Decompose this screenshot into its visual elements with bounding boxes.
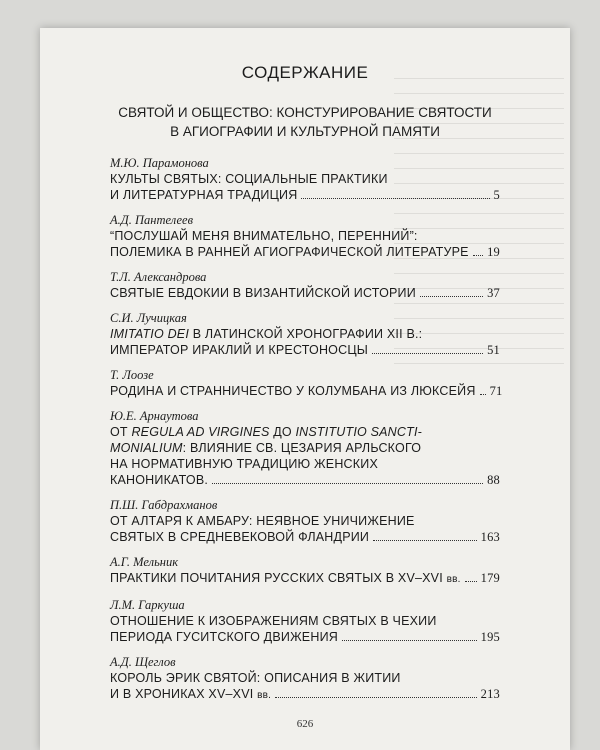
entry-author: Т. Лоозе bbox=[110, 368, 154, 382]
title-segment: ПРАКТИКИ ПОЧИТАНИЯ РУССКИХ СВЯТЫХ В XV–XVI bbox=[110, 571, 447, 585]
entry-page-number: 163 bbox=[480, 530, 500, 544]
entry-author: С.И. Лучицкая bbox=[110, 311, 187, 325]
entry-title-line bbox=[110, 529, 500, 545]
book-page bbox=[40, 28, 570, 750]
entry-page-number: 37 bbox=[487, 286, 500, 300]
entry-title-line bbox=[110, 424, 500, 440]
entry-title-line bbox=[110, 383, 503, 399]
entry-title-line bbox=[110, 629, 500, 645]
entry-author: П.Ш. Габдрахманов bbox=[110, 498, 218, 512]
entry-title-text: РОДИНА И СТРАННИЧЕСТВО У КОЛУМБАНА ИЗ ЛЮКСЕЙЯ bbox=[110, 384, 476, 398]
section-title bbox=[110, 103, 500, 141]
toc-entry bbox=[110, 155, 500, 203]
toc-entries bbox=[110, 155, 503, 704]
toc-content bbox=[110, 63, 503, 713]
entry-author: А.Д. Пантелеев bbox=[110, 213, 193, 227]
toc-entry bbox=[110, 310, 500, 358]
entry-title-line: КОРОЛЬ ЭРИК СВЯТОЙ: ОПИСАНИЯ В ЖИТИИ bbox=[110, 671, 401, 685]
entry-title-line bbox=[110, 187, 500, 203]
entry-page-number: 213 bbox=[480, 687, 500, 701]
title-segment: И В ХРОНИКАХ XV–XVI bbox=[110, 687, 258, 701]
title-segment: ДО bbox=[269, 425, 296, 439]
toc-entry bbox=[110, 269, 500, 301]
title-segment: MONIALIUM bbox=[110, 441, 183, 455]
entry-title-text: ПЕРИОДА ГУСИТСКОГО ДВИЖЕНИЯ bbox=[110, 630, 338, 644]
entry-title-line: ОТНОШЕНИЕ К ИЗОБРАЖЕНИЯМ СВЯТЫХ В ЧЕХИИ bbox=[110, 614, 437, 628]
entry-page-number: 51 bbox=[487, 343, 500, 357]
toc-entry bbox=[110, 367, 503, 399]
entry-title-line bbox=[110, 326, 500, 342]
entry-page-number: 71 bbox=[489, 384, 503, 398]
entry-author: А.Д. Щеглов bbox=[110, 655, 176, 669]
title-segment: INSTITUTIO SANCTI- bbox=[295, 425, 423, 439]
entry-title-line bbox=[110, 570, 500, 588]
entry-author: А.Г. Мельник bbox=[110, 555, 179, 569]
toc-entry bbox=[110, 408, 500, 488]
leader-dots bbox=[301, 198, 489, 199]
entry-title-text: И ЛИТЕРАТУРНАЯ ТРАДИЦИЯ bbox=[110, 188, 298, 202]
entry-title-text bbox=[110, 570, 461, 588]
leader-dots bbox=[372, 353, 483, 354]
section-title-line: СВЯТОЙ И ОБЩЕСТВО: КОНСТУРИРОВАНИЕ СВЯТОСТИ bbox=[118, 105, 492, 120]
leader-dots bbox=[420, 296, 483, 297]
entry-title-text: ИМПЕРАТОР ИРАКЛИЙ И КРЕСТОНОСЦЫ bbox=[110, 343, 369, 357]
entry-title-line bbox=[110, 472, 500, 488]
entry-author: Т.Л. Александрова bbox=[110, 270, 207, 284]
toc-entry bbox=[110, 212, 500, 260]
leader-dots bbox=[212, 483, 483, 484]
title-segment: вв. bbox=[257, 690, 272, 701]
entry-title-line bbox=[110, 285, 500, 301]
title-segment: REGULA AD VIRGINES bbox=[131, 425, 270, 439]
entry-title-line: “ПОСЛУШАЙ МЕНЯ ВНИМАТЕЛЬНО, ПЕРЕННИЙ”: bbox=[110, 229, 418, 243]
entry-page-number: 195 bbox=[480, 630, 500, 644]
entry-title-text: ПОЛЕМИКА В РАННЕЙ АГИОГРАФИЧЕСКОЙ ЛИТЕРАТУРЕ bbox=[110, 245, 469, 259]
toc-entry bbox=[110, 597, 500, 645]
entry-title-text: СВЯТЫХ В СРЕДНЕВЕКОВОЙ ФЛАНДРИИ bbox=[110, 530, 370, 544]
title-segment: : ВЛИЯНИЕ СВ. ЦЕЗАРИЯ АРЛЬСКОГО bbox=[182, 441, 422, 455]
title-segment: вв. bbox=[446, 574, 461, 585]
leader-dots bbox=[473, 255, 483, 256]
entry-page-number: 88 bbox=[487, 473, 500, 487]
page-number: 626 bbox=[296, 718, 314, 730]
entry-title-line: КУЛЬТЫ СВЯТЫХ: СОЦИАЛЬНЫЕ ПРАКТИКИ bbox=[110, 172, 388, 186]
entry-title-line bbox=[110, 686, 500, 704]
title-segment: В ЛАТИНСКОЙ ХРОНОГРАФИИ XII В.: bbox=[189, 327, 423, 341]
entry-page-number: 19 bbox=[487, 245, 500, 259]
entry-author: Л.М. Гаркуша bbox=[110, 598, 185, 612]
title-segment: ОТ bbox=[110, 425, 132, 439]
entry-author: Ю.Е. Арнаутова bbox=[110, 409, 199, 423]
entry-title-text: КАНОНИКАТОВ. bbox=[110, 473, 209, 487]
toc-entry bbox=[110, 554, 500, 588]
section-title-line: В АГИОГРАФИИ И КУЛЬТУРНОЙ ПАМЯТИ bbox=[170, 124, 440, 139]
entry-title-line bbox=[110, 342, 500, 358]
toc-entry bbox=[110, 654, 500, 704]
leader-dots bbox=[480, 394, 486, 395]
entry-page-number: 5 bbox=[493, 188, 500, 202]
leader-dots bbox=[275, 697, 477, 698]
entry-title-line: НА НОРМАТИВНУЮ ТРАДИЦИЮ ЖЕНСКИХ bbox=[110, 457, 378, 471]
entry-title-text: СВЯТЫЕ ЕВДОКИИ В ВИЗАНТИЙСКОЙ ИСТОРИИ bbox=[110, 286, 416, 300]
page-title: СОДЕРЖАНИЕ bbox=[241, 63, 369, 82]
entry-author: М.Ю. Парамонова bbox=[110, 156, 209, 170]
toc-entry bbox=[110, 497, 500, 545]
entry-title-line bbox=[110, 440, 500, 456]
entry-title-line bbox=[110, 244, 500, 260]
entry-page-number: 179 bbox=[480, 571, 500, 585]
leader-dots bbox=[465, 581, 477, 582]
leader-dots bbox=[373, 540, 477, 541]
entry-title-text bbox=[110, 686, 271, 704]
entry-title-line: ОТ АЛТАРЯ К АМБАРУ: НЕЯВНОЕ УНИЧИЖЕНИЕ bbox=[110, 514, 415, 528]
title-segment: IMITATIO DEI bbox=[110, 327, 190, 341]
leader-dots bbox=[342, 640, 477, 641]
